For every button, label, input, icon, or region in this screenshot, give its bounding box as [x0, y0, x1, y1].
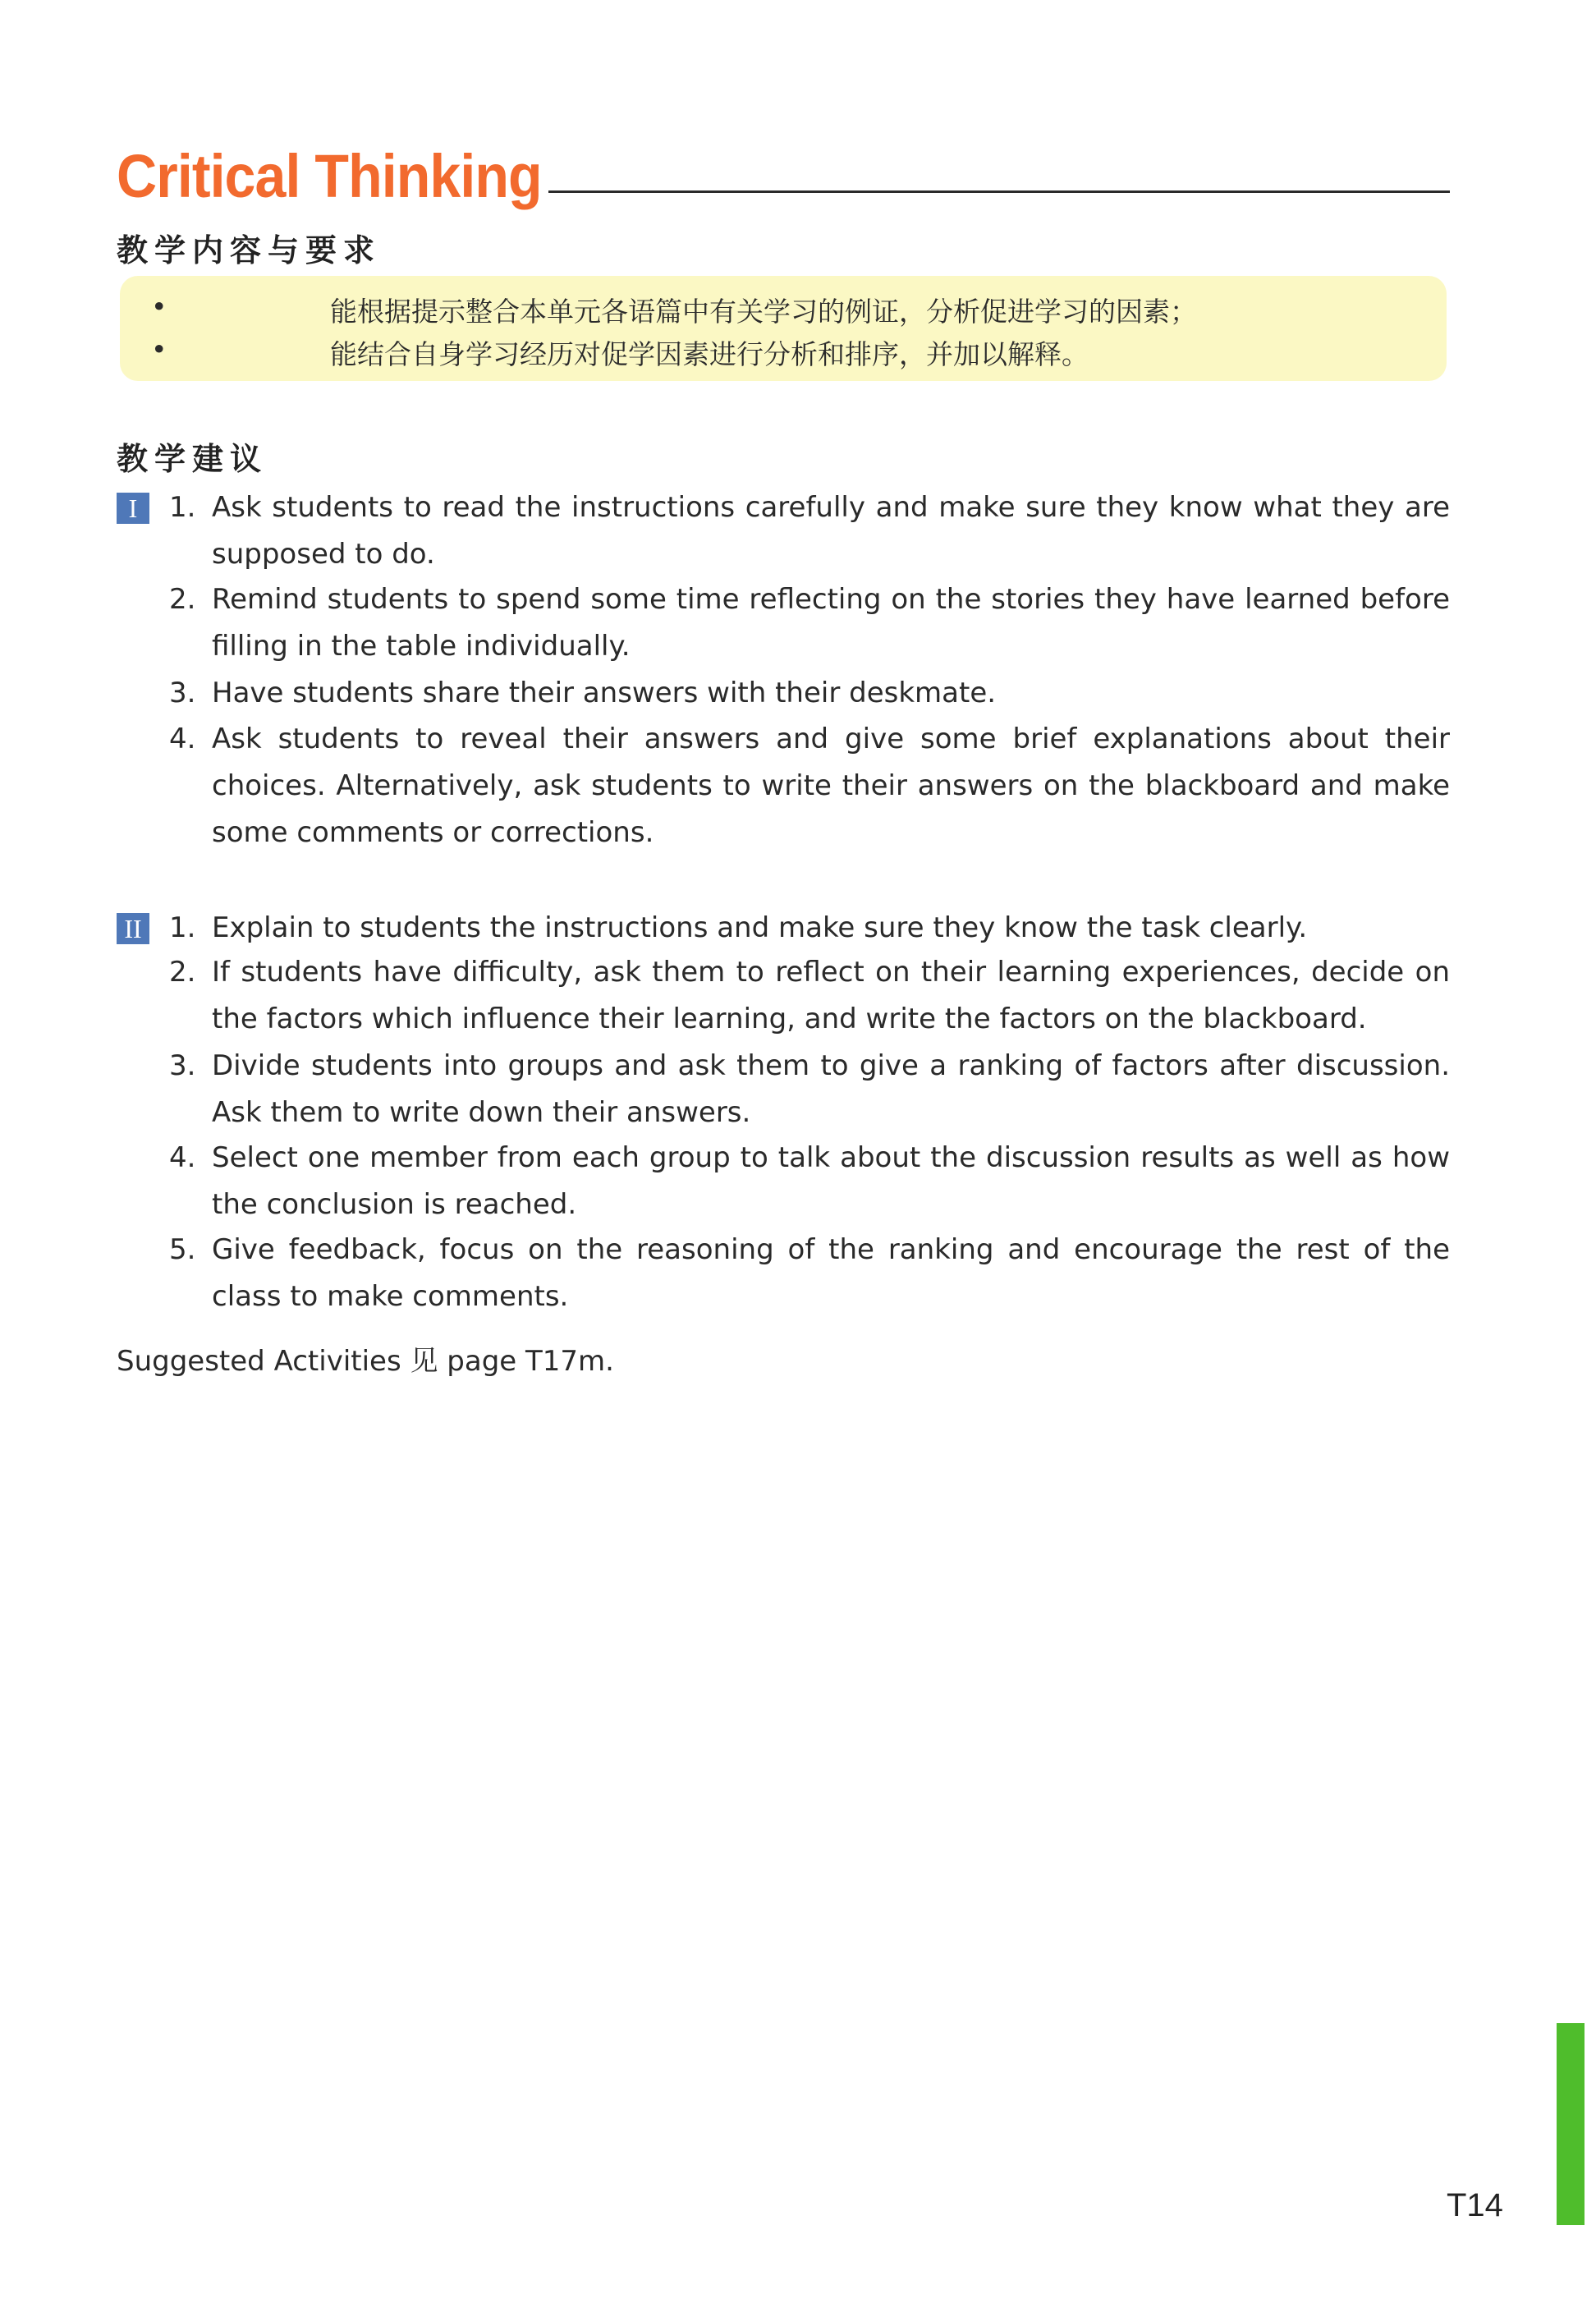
step-number: 2.	[169, 956, 196, 989]
part-two-badge: II	[117, 913, 149, 944]
goals-heading: 教学内容与要求	[117, 232, 382, 268]
step-number: 1.	[169, 911, 196, 944]
page-number: T14	[1447, 2187, 1503, 2223]
goal-text: 能根据提示整合本单元各语篇中有关学习的例证，分析促进学习的因素；	[330, 296, 1197, 328]
bullet-icon: •	[151, 333, 167, 365]
step-number: 2.	[169, 583, 196, 616]
side-color-tab	[1557, 2023, 1585, 2225]
step-number: 3.	[169, 677, 196, 709]
step-text: Explain to students the instructions and make sure they know the task clearly.	[212, 911, 1308, 944]
suggestions-heading: 教学建议	[117, 441, 268, 477]
step-number: 5.	[169, 1233, 196, 1266]
step-text: If students have difficulty, ask them to reflect on their learning experiences, decide on the factors which influence their learning, and write the factors on the blackboard.	[212, 956, 1450, 1035]
goals-box	[120, 276, 1447, 381]
step-text: Ask students to read the instructions carefully and make sure they know what they are supposed to do.	[212, 491, 1450, 571]
step-text: Remind students to spend some time reflecting on the stories they have learned before filling in the table individually.	[212, 583, 1450, 663]
step-text: Give feedback, focus on the reasoning of the ranking and encourage the rest of the class to make comments.	[212, 1233, 1450, 1313]
goal-text: 能结合自身学习经历对促学因素进行分析和排序，并加以解释。	[330, 338, 1089, 370]
step-number: 4.	[169, 723, 196, 755]
step-number: 4.	[169, 1141, 196, 1174]
suggested-activities-note: Suggested Activities 见 page T17m.	[117, 1345, 614, 1378]
step-number: 1.	[169, 491, 196, 524]
step-text: Divide students into groups and ask them to give a ranking of factors after discussion. Ask them to write down their answers.	[212, 1049, 1450, 1129]
section-title: Critical Thinking	[117, 142, 542, 210]
title-rule	[548, 190, 1450, 193]
step-text: Select one member from each group to talk about the discussion results as well as how the conclusion is reached.	[212, 1141, 1450, 1221]
step-number: 3.	[169, 1049, 196, 1082]
part-one-badge: I	[117, 493, 149, 524]
step-text: Have students share their answers with their deskmate.	[212, 677, 997, 709]
bullet-icon: •	[151, 291, 167, 323]
step-text: Ask students to reveal their answers and give some brief explanations about their choices. Alternatively, ask students to write their answers on the blackboard and make some comments or corrections.	[212, 723, 1450, 849]
